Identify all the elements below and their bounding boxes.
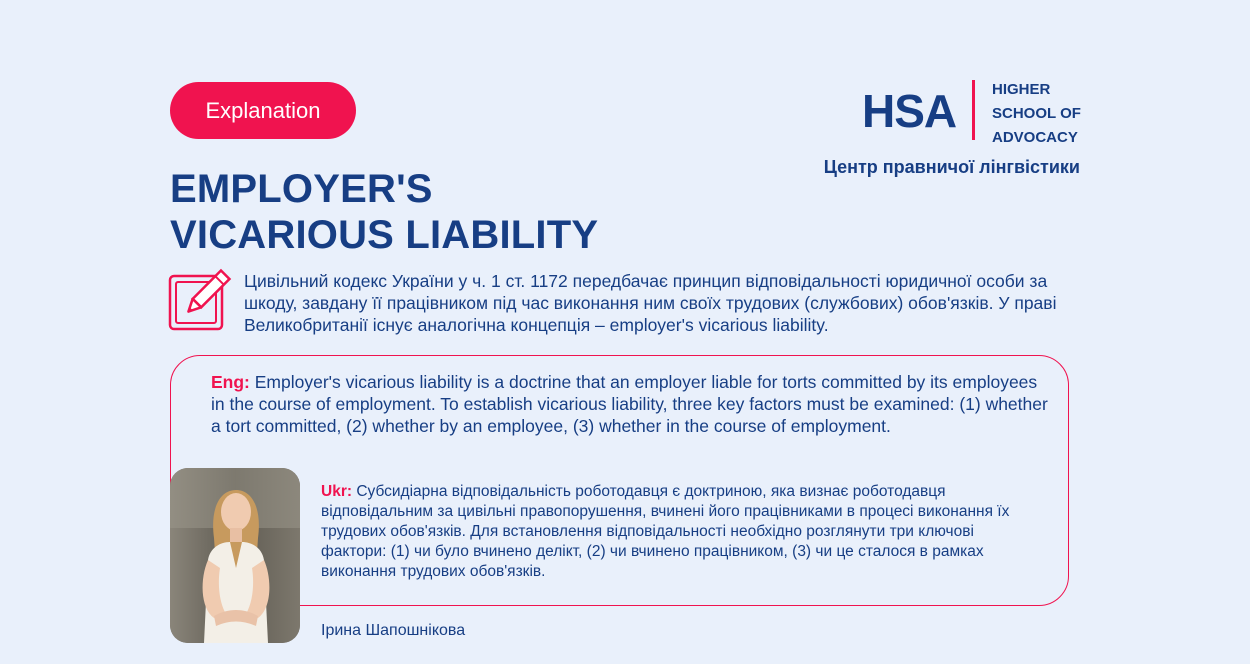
logo-line2: SCHOOL OF	[992, 105, 1081, 122]
ukrainian-label: Ukr:	[321, 483, 353, 500]
ukrainian-definition	[321, 482, 1041, 582]
explanation-badge	[170, 82, 356, 139]
english-label: Eng:	[211, 372, 250, 392]
page-title	[170, 166, 598, 258]
english-definition	[211, 371, 1051, 437]
explanation-badge-label: Explanation	[205, 97, 321, 123]
intro-paragraph: Цивільний кодекс України у ч. 1 ст. 1172 передбачає принцип відповідальності юридичної особи за шкоду, завдану її працівником під час виконання ним своїх трудових (службових) обов'язків. У праві Великобританії існує аналогічна концепція – employer's vicarious liability.	[244, 271, 1057, 335]
author-name: Ірина Шапошнікова	[321, 622, 466, 639]
logo-line1: HIGHER	[992, 81, 1051, 98]
logo-divider	[972, 80, 975, 140]
hsa-logo	[862, 78, 1082, 146]
logo-wordmark	[992, 78, 1081, 150]
ukrainian-text: Субсидіарна відповідальність роботодавця є доктриною, яка визнає роботодавця відповідальним за цивільні правопорушення, вчинені його працівниками в процесі виконання їх трудових обов'язків. Для встановлення відповідальності необхідно розглянути три ключові фактори: (1) чи було вчинено делікт, (2) чи вчинено працівником, (3) чи це сталося в рамках виконання трудових обов'язків.	[321, 483, 1010, 580]
page-title-line2: VICARIOUS LIABILITY	[170, 213, 599, 257]
logo-abbreviation: HSA	[862, 85, 957, 137]
center-name: Центр правничої лінгвістики	[823, 157, 1080, 177]
english-text: Employer's vicarious liability is a doctrine that an employer liable for torts committed by its employees in the course of employment. To establish vicarious liability, three key factors must be examined: (1) whether a tort committed, (2) whether by an employee, (3) whether in the course of employment.	[211, 372, 1048, 436]
pencil-edit-icon	[168, 268, 232, 332]
author-photo	[170, 468, 300, 643]
logo-line3: ADVOCACY	[992, 129, 1078, 146]
page-title-line1: EMPLOYER'S	[170, 167, 433, 211]
